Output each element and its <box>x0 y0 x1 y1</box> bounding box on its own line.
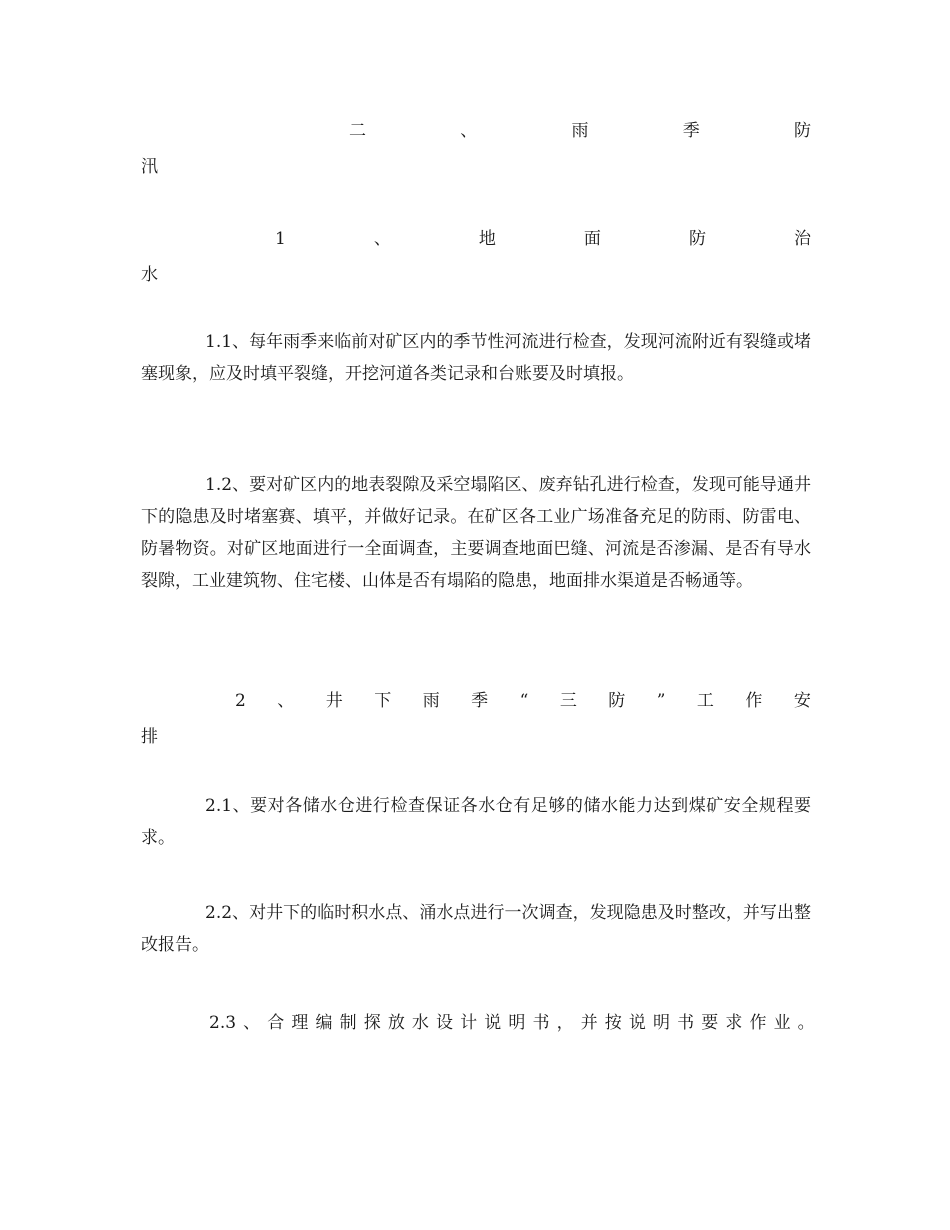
text-char: 设 <box>436 1013 454 1033</box>
heading-char: 二 <box>349 121 366 141</box>
heading-char: 季 <box>471 691 489 711</box>
heading-char: 雨 <box>422 691 440 711</box>
heading-char: 2 <box>235 691 246 711</box>
heading-char: “ <box>519 691 529 711</box>
paragraph-2-1: 2.1、要对各储水仓进行检查保证各水仓有足够的储水能力达到煤矿安全规程要求。 <box>141 796 811 848</box>
text-char: 并 <box>580 1013 598 1033</box>
text-char: 按 <box>604 1013 622 1033</box>
heading-char: ” <box>656 691 666 711</box>
heading-surface-water-control <box>141 228 811 250</box>
heading-char: 防 <box>794 121 811 141</box>
text-char: 。 <box>797 1013 815 1033</box>
heading-char: 下 <box>374 691 392 711</box>
text-char: 水 <box>411 1013 429 1033</box>
heading-char: 防 <box>688 229 706 249</box>
heading-char: 地 <box>478 229 496 249</box>
text-char: 2.3 <box>209 1013 237 1033</box>
paragraph-1-1: 1.1、每年雨季来临前对矿区内的季节性河流进行检查，发现河流附近有裂缝或堵塞现象，应及时填平裂缝，开挖河道各类记录和台账要及时填报。 <box>141 332 811 384</box>
paragraph-1-2: 1.2、要对矿区内的地表裂隙及采空塌陷区、废弃钻孔进行检查，发现可能导通井下的隐患及时堵塞赛、填平，并做好记录。在矿区各工业广场准备充足的防雨、防雷电、防暑物资。对矿区地面进行一全面调查，主要调查地面巴缝、河流是否渗漏、是否有导水裂隙，工业建筑物、住宅楼、山体是否有塌陷的隐患，地面排水渠道是否畅通等。 <box>141 475 811 591</box>
text-char: 要 <box>701 1013 719 1033</box>
heading-char: 季 <box>682 121 700 141</box>
heading-char: 面 <box>583 229 601 249</box>
text-char: 探 <box>363 1013 381 1033</box>
heading-char: 、 <box>277 691 295 711</box>
heading-rainy-season-flood-control <box>141 120 811 142</box>
text-char: 求 <box>725 1013 743 1033</box>
text-char: 明 <box>508 1013 526 1033</box>
paragraph-2-2: 2.2、对井下的临时积水点、涌水点进行一次调查，发现隐患及时整改，并写出整改报告。 <box>141 903 811 955</box>
heading-char: 三 <box>559 691 577 711</box>
paragraph-2-3 <box>141 1012 815 1034</box>
heading-char: 工 <box>696 691 714 711</box>
text-char: 合 <box>267 1013 285 1033</box>
text-char: 编 <box>315 1013 333 1033</box>
text-char: 业 <box>773 1013 791 1033</box>
text-char: 书 <box>532 1013 550 1033</box>
text-char: 计 <box>460 1013 478 1033</box>
text-char: 明 <box>653 1013 671 1033</box>
text-char: 说 <box>628 1013 646 1033</box>
heading-char: 、 <box>460 121 478 141</box>
heading-char: 1 <box>275 229 286 249</box>
heading-char: 治 <box>793 229 811 249</box>
heading-char: 防 <box>608 691 626 711</box>
text-char: 作 <box>749 1013 767 1033</box>
text-char: 放 <box>387 1013 405 1033</box>
heading-tail: 汛 <box>141 157 158 177</box>
heading-tail: 水 <box>141 265 158 285</box>
text-char: 说 <box>484 1013 502 1033</box>
heading-char: 井 <box>325 691 343 711</box>
heading-underground-rainy-season-arrangement <box>141 690 811 712</box>
heading-char: 、 <box>373 229 391 249</box>
heading-char: 作 <box>745 691 763 711</box>
text-char: 制 <box>339 1013 357 1033</box>
text-char: 理 <box>291 1013 309 1033</box>
heading-tail: 排 <box>141 727 158 747</box>
text-char: 书 <box>677 1013 695 1033</box>
heading-char: 雨 <box>571 121 589 141</box>
text-char: ， <box>556 1013 574 1033</box>
text-char: 、 <box>243 1013 261 1033</box>
heading-char: 安 <box>793 691 811 711</box>
